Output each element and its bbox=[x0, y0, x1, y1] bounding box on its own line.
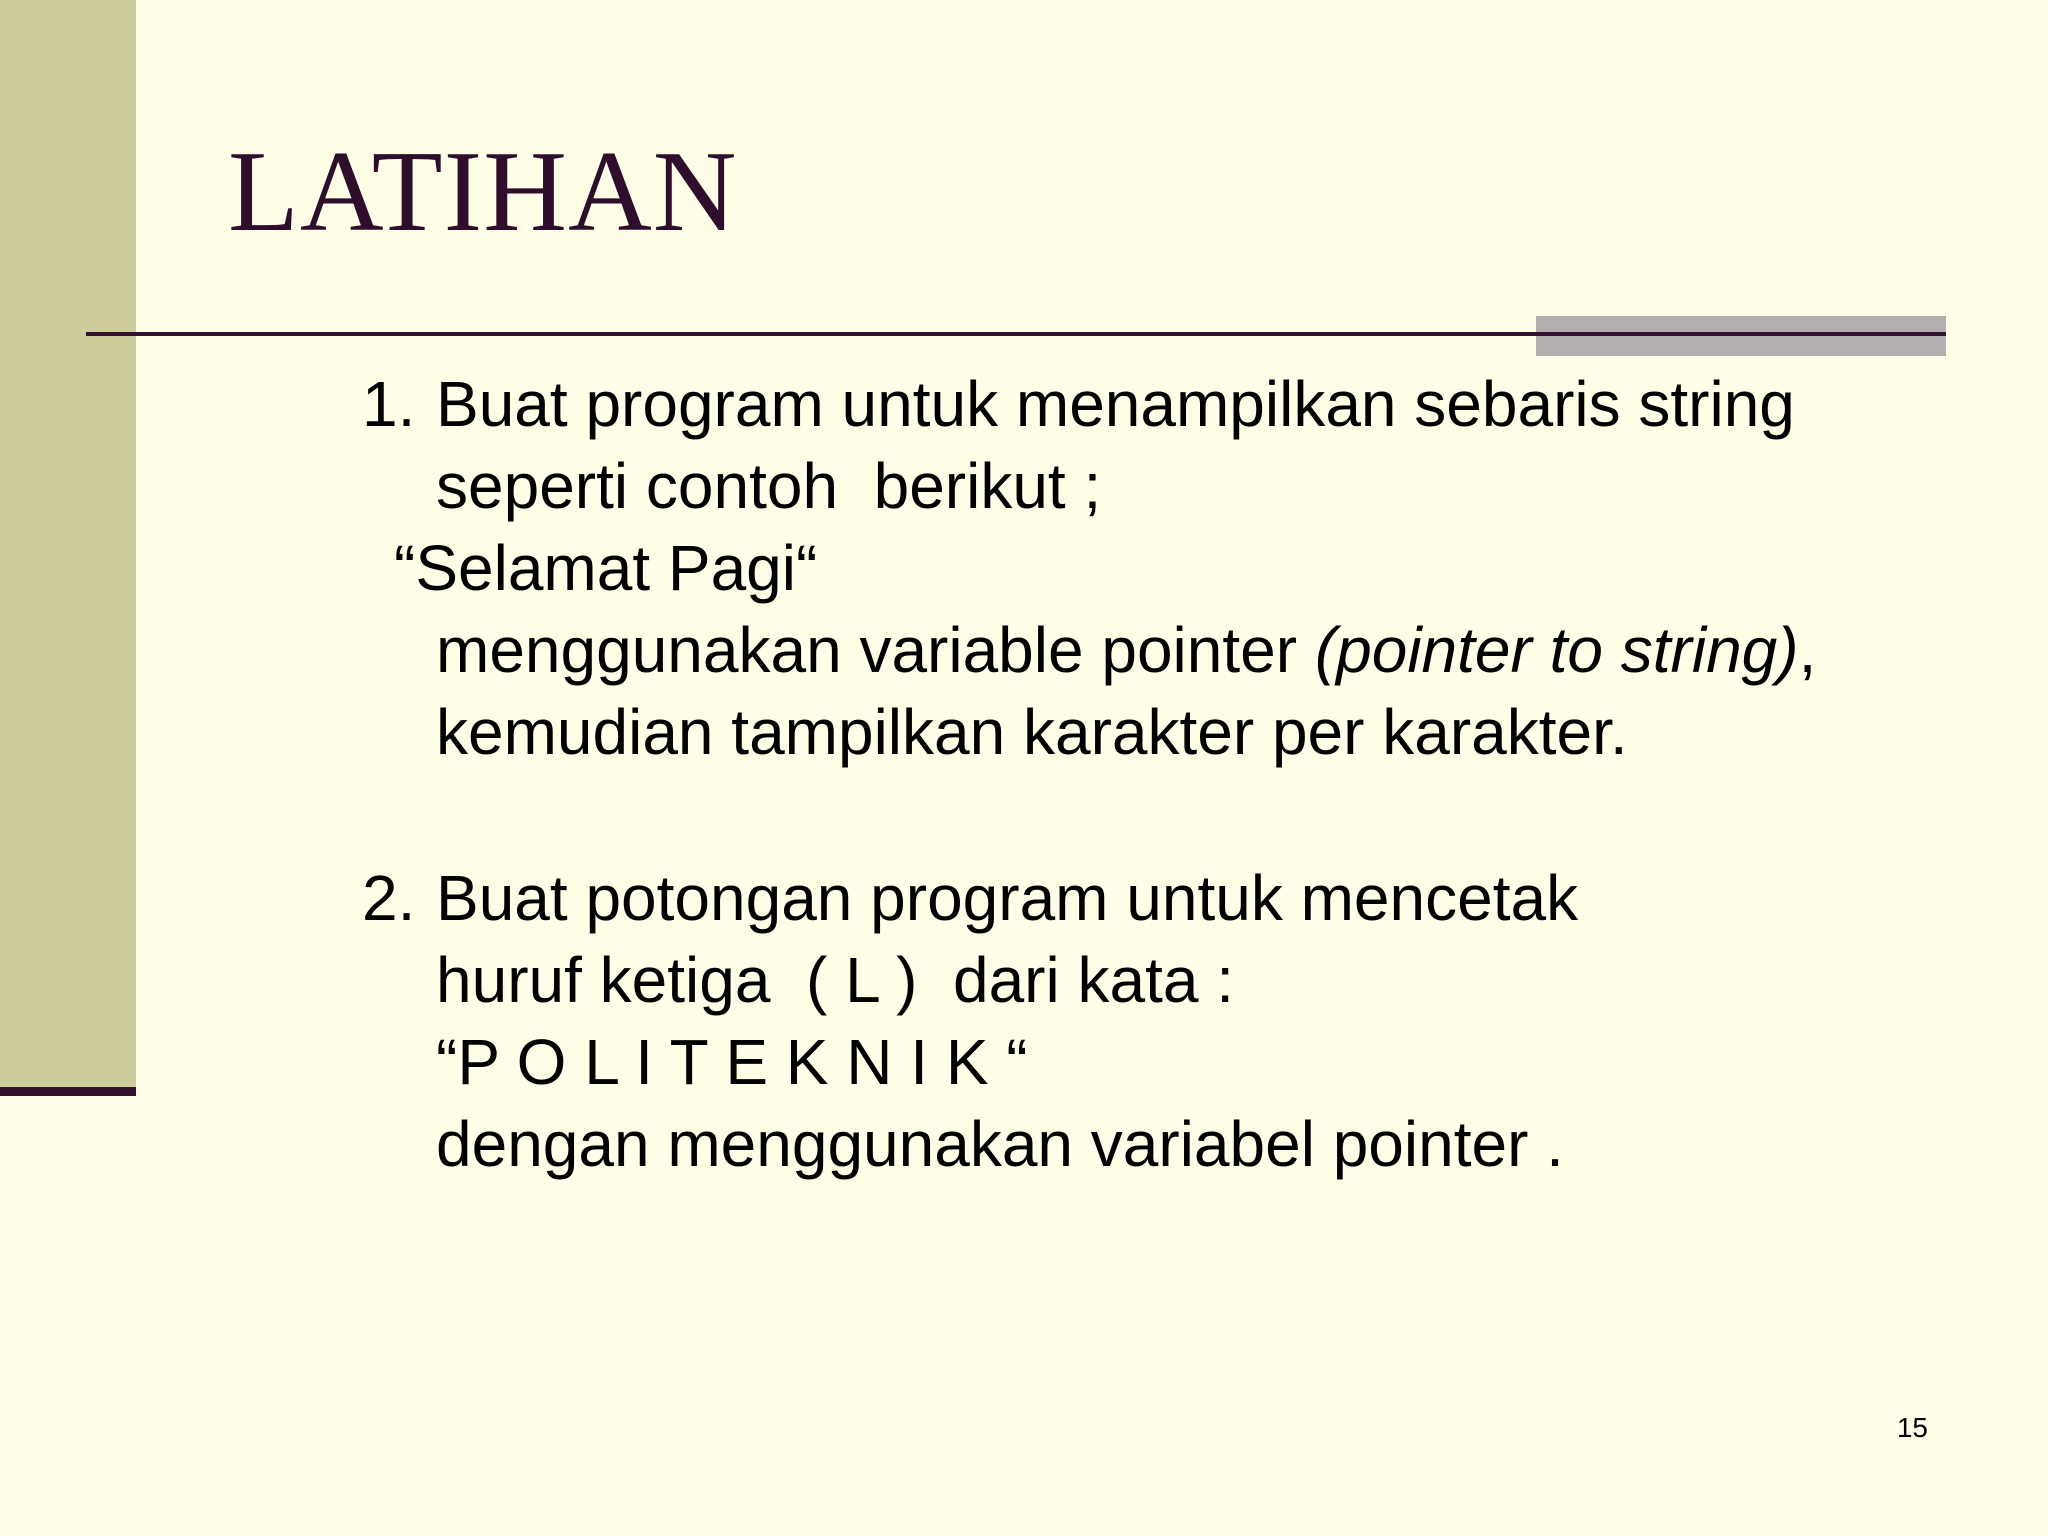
sidebar-underline bbox=[0, 1087, 136, 1096]
exercise-2-line-2: huruf ketiga ( L ) dari kata : bbox=[436, 944, 1234, 1016]
exercise-2-number: 2. bbox=[362, 862, 416, 934]
exercise-1-line-1: Buat program untuk menampilkan sebaris string bbox=[436, 368, 1795, 440]
title-rule-shadow bbox=[1536, 316, 1946, 356]
exercise-1-line-2: seperti contoh berikut ; bbox=[436, 450, 1102, 522]
title-rule-overlay bbox=[1536, 332, 1946, 336]
sidebar-decoration bbox=[0, 0, 136, 1090]
exercise-1-line-4-suffix: , bbox=[1798, 614, 1817, 686]
page-number: 15 bbox=[1896, 1412, 1928, 1443]
exercise-1-number: 1. bbox=[362, 368, 416, 440]
exercise-2-line-1: Buat potongan program untuk mencetak bbox=[436, 862, 1579, 934]
exercise-2-word: “P O L I T E K N I K “ bbox=[436, 1026, 1028, 1098]
exercise-1-line-4 bbox=[436, 614, 1817, 686]
exercise-2-line-4: dengan menggunakan variabel pointer . bbox=[436, 1108, 1564, 1180]
exercise-1-quote: “Selamat Pagi“ bbox=[394, 532, 818, 604]
exercise-1-line-5: kemudian tampilkan karakter per karakter. bbox=[436, 696, 1628, 768]
exercise-1-line-4-prefix: menggunakan variable pointer bbox=[436, 614, 1315, 686]
exercise-1-line-4-italic: (pointer to string) bbox=[1314, 614, 1799, 686]
slide-title: LATIHAN bbox=[228, 128, 738, 256]
